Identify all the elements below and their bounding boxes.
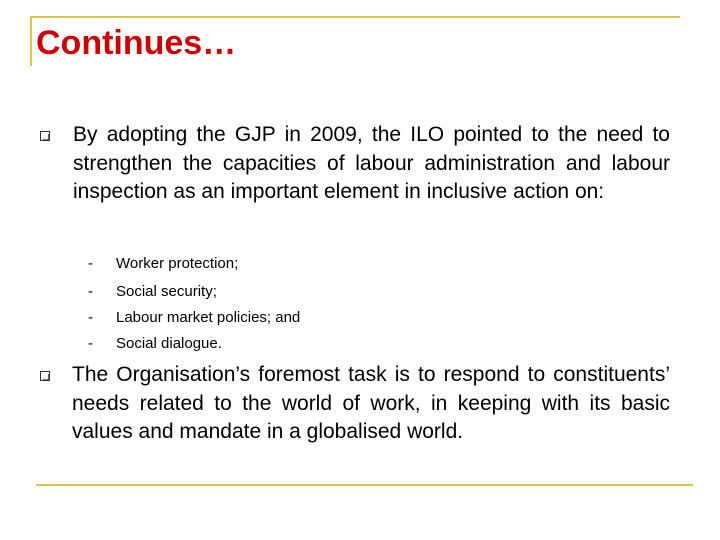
subitem-social-security: Social security; [116, 283, 217, 300]
subitem-labour-market-policies: Labour market policies; and [116, 309, 301, 326]
bottom-divider-line [36, 484, 693, 486]
square-bullet-icon [40, 371, 50, 381]
title-frame-top-line [30, 16, 680, 18]
dash-marker: - [88, 309, 93, 326]
subitem-social-dialogue: Social dialogue. [116, 335, 222, 352]
dash-marker: - [88, 283, 93, 300]
bullet-paragraph-2: The Organisation’s foremost task is to respond to constituents’ needs related to the world of work, in keeping with its basic values and mandate in a globalised world. [72, 363, 670, 443]
dash-marker: - [88, 335, 93, 352]
subitem-worker-protection: Worker protection; [116, 255, 239, 272]
dash-marker: - [88, 255, 93, 272]
bullet-paragraph-1: By adopting the GJP in 2009, the ILO pointed to the need to strengthen the capacities of labour administration and labour inspection as an important element in inclusive action on: [73, 123, 670, 203]
square-bullet-icon [40, 131, 50, 141]
title-frame-left-line [30, 16, 32, 66]
slide-title: Continues… [36, 24, 237, 62]
